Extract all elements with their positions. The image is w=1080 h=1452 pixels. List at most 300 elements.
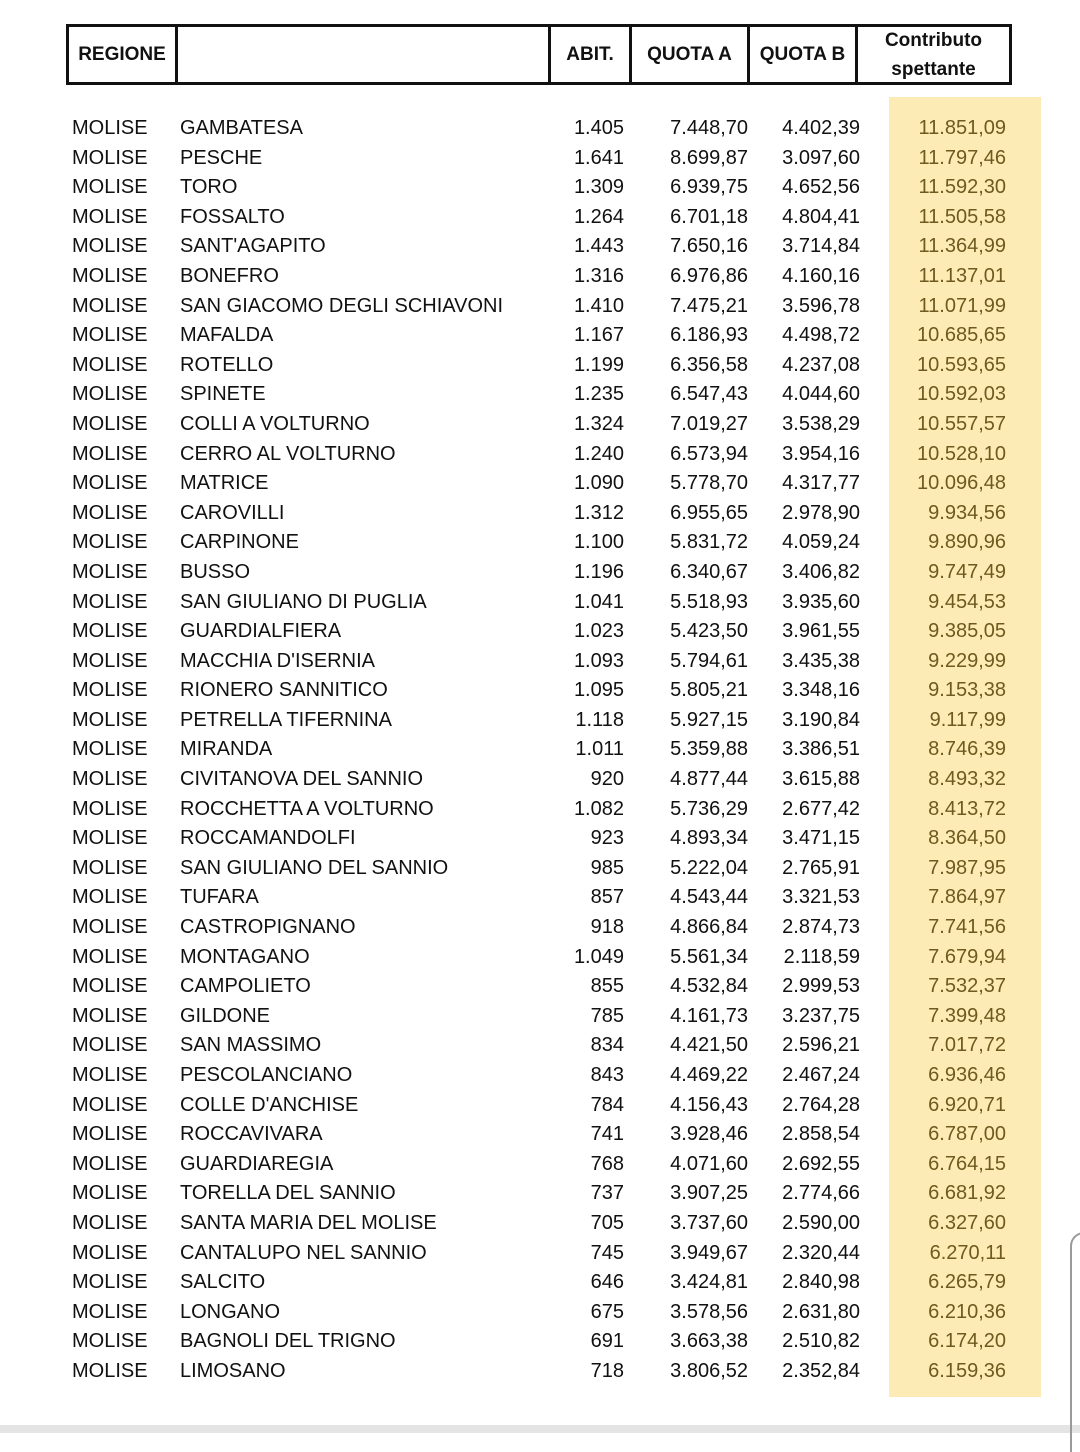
cell-comune: SAN GIULIANO DI PUGLIA: [180, 590, 427, 613]
cell-abitanti: 1.405: [573, 117, 624, 139]
cell-comune: COLLI A VOLTURNO: [180, 412, 370, 435]
cell-abitanti: 857: [590, 886, 624, 909]
table-body: [0, 114, 1080, 1387]
table-row: [0, 883, 1080, 913]
cell-quota-a: 3.949,67: [670, 1241, 748, 1264]
cell-contributo: 11.364,99: [918, 235, 1006, 258]
cell-quota-b: 2.118,59: [783, 945, 860, 968]
cell-abitanti: 1.264: [573, 205, 624, 228]
cell-comune: PESCOLANCIANO: [180, 1064, 353, 1086]
table-row: [0, 1002, 1080, 1032]
cell-regione: MOLISE: [72, 353, 148, 376]
cell-regione: MOLISE: [72, 827, 148, 850]
cell-quota-a: 5.736,29: [670, 797, 748, 820]
cell-abitanti: 923: [590, 827, 624, 850]
table-row: [0, 617, 1080, 647]
cell-comune: ROCCAMANDOLFI: [180, 827, 356, 850]
cell-quota-a: 4.071,60: [670, 1152, 748, 1175]
cell-abitanti: 1.641: [573, 146, 624, 169]
cell-quota-b: 2.978,90: [782, 501, 860, 524]
cell-abitanti: 985: [590, 856, 624, 879]
cell-contributo: 11.137,01: [918, 264, 1006, 287]
cell-abitanti: 741: [590, 1123, 624, 1146]
cell-regione: MOLISE: [72, 945, 148, 968]
cell-quota-a: 4.156,43: [670, 1093, 748, 1116]
cell-quota-b: 3.935,60: [782, 590, 860, 613]
cell-comune: BONEFRO: [180, 264, 279, 287]
cell-abitanti: 691: [590, 1330, 624, 1353]
cell-regione: MOLISE: [72, 117, 148, 139]
table-row: [0, 528, 1080, 558]
cell-regione: MOLISE: [72, 146, 148, 169]
cell-comune: SPINETE: [180, 383, 266, 406]
cell-comune: CIVITANOVA DEL SANNIO: [180, 768, 424, 791]
cell-regione: MOLISE: [72, 649, 148, 672]
table-row: [0, 1031, 1080, 1061]
cell-quota-b: 4.652,56: [782, 176, 860, 199]
cell-quota-b: 4.059,24: [782, 531, 860, 554]
cell-abitanti: 1.011: [575, 738, 624, 761]
cell-abitanti: 1.309: [573, 176, 624, 199]
table-row: [0, 262, 1080, 292]
cell-abitanti: 1.049: [573, 945, 624, 968]
cell-regione: MOLISE: [72, 1182, 148, 1205]
cell-contributo: 11.851,09: [918, 117, 1006, 139]
cell-comune: SAN MASSIMO: [180, 1034, 322, 1057]
cell-quota-b: 2.631,80: [782, 1300, 860, 1323]
cell-contributo: 10.592,03: [917, 383, 1006, 406]
table-header: [66, 24, 1012, 85]
cell-regione: MOLISE: [72, 560, 148, 583]
cell-quota-b: 3.237,75: [782, 1004, 860, 1027]
cell-comune: MONTAGANO: [180, 945, 310, 968]
cell-quota-b: 4.044,60: [782, 383, 860, 406]
cell-comune: BAGNOLI DEL TRIGNO: [180, 1330, 396, 1353]
cell-abitanti: 1.324: [573, 412, 624, 435]
cell-contributo: 7.399,48: [928, 1004, 1006, 1027]
cell-comune: GAMBATESA: [180, 117, 303, 139]
table-row: [0, 410, 1080, 440]
cell-regione: MOLISE: [72, 205, 148, 228]
cell-quota-b: 2.590,00: [782, 1211, 860, 1234]
table-row: [0, 1179, 1080, 1209]
cell-regione: MOLISE: [72, 1211, 148, 1234]
cell-quota-b: 3.961,55: [782, 620, 860, 643]
cell-quota-a: 6.573,94: [670, 442, 748, 465]
cell-quota-a: 6.955,65: [670, 501, 748, 524]
cell-abitanti: 855: [590, 975, 624, 998]
cell-contributo: 7.017,72: [928, 1034, 1006, 1057]
table-row: [0, 499, 1080, 529]
cell-abitanti: 918: [590, 916, 624, 939]
table-row: [0, 1120, 1080, 1150]
cell-comune: GUARDIALFIERA: [180, 620, 342, 643]
cell-quota-a: 4.893,34: [670, 827, 748, 850]
table-row: [0, 854, 1080, 884]
cell-contributo: 8.364,50: [928, 827, 1006, 850]
cell-abitanti: 737: [590, 1182, 624, 1205]
cell-comune: ROCCHETTA A VOLTURNO: [180, 797, 434, 820]
cell-regione: MOLISE: [72, 679, 148, 702]
cell-regione: MOLISE: [72, 1093, 148, 1116]
cell-contributo: 7.864,97: [928, 886, 1006, 909]
cell-contributo: 6.936,46: [928, 1064, 1006, 1086]
cell-abitanti: 843: [590, 1064, 624, 1086]
cell-quota-a: 3.424,81: [670, 1271, 748, 1294]
cell-abitanti: 1.316: [573, 264, 624, 287]
cell-abitanti: 1.410: [573, 294, 624, 317]
table-row: [0, 1209, 1080, 1239]
cell-comune: TORELLA DEL SANNIO: [180, 1182, 396, 1205]
cell-quota-a: 6.701,18: [670, 205, 748, 228]
cell-quota-a: 3.806,52: [670, 1359, 748, 1382]
table-row: [0, 292, 1080, 322]
table-row: [0, 824, 1080, 854]
table-row: [0, 380, 1080, 410]
cell-quota-b: 3.190,84: [782, 708, 860, 731]
cell-regione: MOLISE: [72, 1123, 148, 1146]
table-row: [0, 1298, 1080, 1328]
table-row: [0, 676, 1080, 706]
table-row: [0, 440, 1080, 470]
cell-regione: MOLISE: [72, 501, 148, 524]
cell-abitanti: 1.196: [573, 560, 624, 583]
header-contributo-line1: Contributo: [884, 29, 983, 51]
table-row: [0, 706, 1080, 736]
cell-quota-b: 3.406,82: [782, 560, 860, 583]
table-row: [0, 321, 1080, 351]
cell-regione: MOLISE: [72, 1241, 148, 1264]
header-comune: [178, 27, 551, 82]
cell-contributo: 8.746,39: [928, 738, 1006, 761]
cell-quota-a: 3.928,46: [670, 1123, 748, 1146]
cell-contributo: 10.593,65: [917, 353, 1006, 376]
table-row: [0, 203, 1080, 233]
cell-contributo: 11.592,30: [918, 176, 1006, 199]
cell-regione: MOLISE: [72, 472, 148, 495]
cell-contributo: 10.685,65: [917, 324, 1006, 347]
cell-comune: GILDONE: [180, 1004, 271, 1027]
cell-quota-a: 4.543,44: [670, 886, 748, 909]
cell-abitanti: 768: [590, 1152, 624, 1175]
cell-abitanti: 834: [590, 1034, 624, 1057]
cell-quota-a: 5.518,93: [670, 590, 748, 613]
header-quota-b: QUOTA B: [750, 27, 858, 82]
cell-abitanti: 1.041: [573, 590, 624, 613]
cell-abitanti: 1.100: [573, 531, 624, 554]
cell-quota-a: 8.699,87: [670, 146, 748, 169]
cell-quota-a: 4.532,84: [670, 975, 748, 998]
cell-quota-b: 2.774,66: [782, 1182, 860, 1205]
table-row: [0, 232, 1080, 262]
table-row: [0, 558, 1080, 588]
cell-comune: TORO: [180, 176, 238, 199]
table-row: [0, 469, 1080, 499]
cell-quota-b: 2.840,98: [782, 1271, 860, 1294]
cell-regione: MOLISE: [72, 294, 148, 317]
cell-comune: CARPINONE: [180, 531, 299, 554]
cell-quota-b: 2.467,24: [782, 1064, 860, 1086]
table-row: [0, 1327, 1080, 1357]
cell-abitanti: 1.082: [573, 797, 624, 820]
cell-comune: RIONERO SANNITICO: [180, 679, 388, 702]
cell-abitanti: 646: [590, 1271, 624, 1294]
cell-abitanti: 1.095: [573, 679, 624, 702]
cell-contributo: 6.920,71: [928, 1093, 1006, 1116]
cell-comune: MATRICE: [180, 472, 269, 495]
table-row: [0, 972, 1080, 1002]
cell-regione: MOLISE: [72, 797, 148, 820]
cell-quota-a: 5.778,70: [670, 472, 748, 495]
cell-quota-a: 3.737,60: [670, 1211, 748, 1234]
cell-regione: MOLISE: [72, 1300, 148, 1323]
cell-abitanti: 705: [590, 1211, 624, 1234]
cell-contributo: 6.787,00: [928, 1123, 1006, 1146]
cell-contributo: 9.117,99: [929, 708, 1006, 731]
header-contributo-line2: spettante: [891, 58, 976, 80]
cell-quota-b: 3.386,51: [782, 738, 860, 761]
cell-abitanti: 1.199: [573, 353, 624, 376]
cell-regione: MOLISE: [72, 738, 148, 761]
cell-comune: FOSSALTO: [180, 205, 285, 228]
cell-contributo: 6.174,20: [928, 1330, 1006, 1353]
cell-contributo: 9.934,56: [928, 501, 1006, 524]
cell-regione: MOLISE: [72, 916, 148, 939]
cell-quota-a: 5.561,34: [670, 945, 748, 968]
cell-comune: LONGANO: [180, 1300, 281, 1323]
table-row: [0, 765, 1080, 795]
cell-quota-a: 6.547,43: [670, 383, 748, 406]
cell-quota-b: 3.954,16: [782, 442, 860, 465]
cell-regione: MOLISE: [72, 886, 148, 909]
cell-regione: MOLISE: [72, 1064, 148, 1086]
cell-regione: MOLISE: [72, 412, 148, 435]
cell-abitanti: 675: [590, 1300, 624, 1323]
cell-comune: CERRO AL VOLTURNO: [180, 442, 396, 465]
table-row: [0, 114, 1080, 144]
table-row: [0, 1268, 1080, 1298]
table-row: [0, 173, 1080, 203]
cell-contributo: 9.747,49: [928, 560, 1006, 583]
cell-contributo: 7.679,94: [928, 945, 1006, 968]
cell-quota-a: 5.831,72: [670, 531, 748, 554]
cell-comune: GUARDIAREGIA: [180, 1152, 334, 1175]
cell-contributo: 10.528,10: [917, 442, 1006, 465]
cell-quota-b: 2.352,84: [782, 1359, 860, 1382]
cell-quota-a: 7.448,70: [670, 117, 748, 139]
cell-comune: MACCHIA D'ISERNIA: [180, 649, 375, 672]
table-row: [0, 735, 1080, 765]
cell-contributo: 9.153,38: [928, 679, 1006, 702]
cell-abitanti: 785: [590, 1004, 624, 1027]
cell-regione: MOLISE: [72, 1152, 148, 1175]
cell-regione: MOLISE: [72, 1271, 148, 1294]
cell-contributo: 8.413,72: [928, 797, 1006, 820]
cell-quota-a: 3.578,56: [670, 1300, 748, 1323]
cell-quota-b: 4.402,39: [782, 117, 860, 139]
cell-quota-b: 3.471,15: [782, 827, 860, 850]
cell-regione: MOLISE: [72, 620, 148, 643]
cell-comune: CAROVILLI: [180, 501, 285, 524]
cell-quota-b: 3.714,84: [782, 235, 860, 258]
table-row: [0, 795, 1080, 825]
header-regione: REGIONE: [69, 27, 178, 82]
cell-abitanti: 1.118: [575, 708, 624, 731]
cell-contributo: 6.210,36: [928, 1300, 1006, 1323]
cell-quota-b: 4.317,77: [782, 472, 860, 495]
cell-regione: MOLISE: [72, 176, 148, 199]
cell-quota-b: 2.874,73: [782, 916, 860, 939]
cell-contributo: 7.741,56: [928, 916, 1006, 939]
cell-contributo: 6.265,79: [928, 1271, 1006, 1294]
cell-quota-a: 5.794,61: [670, 649, 748, 672]
cell-abitanti: 1.312: [573, 501, 624, 524]
cell-comune: ROCCAVIVARA: [180, 1123, 323, 1146]
cell-quota-b: 3.615,88: [782, 768, 860, 791]
cell-quota-b: 2.510,82: [782, 1330, 860, 1353]
cell-quota-a: 6.939,75: [670, 176, 748, 199]
header-quota-a: QUOTA A: [632, 27, 750, 82]
cell-comune: SAN GIULIANO DEL SANNIO: [180, 856, 449, 879]
cell-regione: MOLISE: [72, 975, 148, 998]
table-row: [0, 647, 1080, 677]
cell-quota-b: 3.348,16: [782, 679, 860, 702]
cell-quota-a: 5.927,15: [670, 708, 748, 731]
cell-quota-a: 3.663,38: [670, 1330, 748, 1353]
cell-contributo: 6.270,11: [929, 1241, 1006, 1264]
cell-quota-b: 3.538,29: [782, 412, 860, 435]
cell-comune: CANTALUPO NEL SANNIO: [180, 1241, 427, 1264]
cell-regione: MOLISE: [72, 1004, 148, 1027]
cell-contributo: 9.890,96: [928, 531, 1006, 554]
cell-quota-b: 4.237,08: [782, 353, 860, 376]
table-row: [0, 351, 1080, 381]
cell-contributo: 10.557,57: [917, 412, 1006, 435]
cell-regione: MOLISE: [72, 856, 148, 879]
cell-contributo: 11.505,58: [918, 205, 1006, 228]
cell-contributo: 6.327,60: [928, 1211, 1006, 1234]
cell-comune: SANTA MARIA DEL MOLISE: [180, 1211, 437, 1234]
cell-regione: MOLISE: [72, 442, 148, 465]
cell-contributo: 6.159,36: [928, 1359, 1006, 1382]
cell-abitanti: 920: [590, 768, 624, 791]
cell-comune: MIRANDA: [180, 738, 273, 761]
cell-contributo: 7.532,37: [928, 975, 1006, 998]
cell-contributo: 9.385,05: [928, 620, 1006, 643]
cell-contributo: 11.797,46: [918, 146, 1006, 169]
table-row: [0, 1061, 1080, 1091]
cell-regione: MOLISE: [72, 383, 148, 406]
cell-quota-a: 6.976,86: [670, 264, 748, 287]
cell-quota-b: 2.320,44: [782, 1241, 860, 1264]
cell-quota-a: 7.475,21: [670, 294, 748, 317]
cell-quota-b: 2.858,54: [782, 1123, 860, 1146]
table-row: [0, 1239, 1080, 1269]
cell-quota-a: 5.222,04: [670, 856, 748, 879]
cell-comune: CAMPOLIETO: [180, 975, 311, 998]
table-row: [0, 1150, 1080, 1180]
cell-contributo: 7.987,95: [928, 856, 1006, 879]
page-bottom-divider: [0, 1425, 1080, 1433]
cell-quota-a: 5.805,21: [670, 679, 748, 702]
cell-comune: LIMOSANO: [180, 1359, 286, 1382]
table-row: [0, 588, 1080, 618]
table-row: [0, 1091, 1080, 1121]
cell-quota-a: 4.877,44: [670, 768, 748, 791]
cell-contributo: 9.454,53: [928, 590, 1006, 613]
cell-quota-b: 3.435,38: [782, 649, 860, 672]
header-contributo: [858, 27, 1009, 82]
side-panel-edge[interactable]: [1070, 1232, 1080, 1452]
cell-quota-a: 4.421,50: [670, 1034, 748, 1057]
cell-regione: MOLISE: [72, 1359, 148, 1382]
cell-comune: CASTROPIGNANO: [180, 916, 356, 939]
header-abitanti: ABIT.: [551, 27, 632, 82]
cell-abitanti: 1.167: [573, 324, 624, 347]
table-row: [0, 1357, 1080, 1387]
cell-quota-a: 3.907,25: [670, 1182, 748, 1205]
cell-quota-a: 5.359,88: [670, 738, 748, 761]
cell-quota-a: 7.019,27: [670, 412, 748, 435]
cell-comune: ROTELLO: [180, 353, 274, 376]
cell-quota-a: 6.186,93: [670, 324, 748, 347]
cell-comune: TUFARA: [180, 886, 259, 909]
cell-contributo: 10.096,48: [917, 472, 1006, 495]
cell-quota-b: 3.321,53: [782, 886, 860, 909]
cell-comune: SALCITO: [180, 1271, 266, 1294]
cell-quota-b: 2.999,53: [782, 975, 860, 998]
table-row: [0, 943, 1080, 973]
cell-quota-b: 4.804,41: [782, 205, 860, 228]
cell-regione: MOLISE: [72, 768, 148, 791]
cell-quota-a: 4.866,84: [670, 916, 748, 939]
cell-quota-b: 3.097,60: [782, 146, 860, 169]
cell-comune: PETRELLA TIFERNINA: [180, 708, 392, 731]
cell-abitanti: 1.023: [573, 620, 624, 643]
cell-quota-b: 4.160,16: [782, 264, 860, 287]
cell-quota-b: 4.498,72: [782, 324, 860, 347]
cell-contributo: 9.229,99: [928, 649, 1006, 672]
cell-abitanti: 1.090: [573, 472, 624, 495]
cell-contributo: 11.071,99: [918, 294, 1006, 317]
cell-comune: MAFALDA: [180, 324, 274, 347]
cell-abitanti: 718: [590, 1359, 624, 1382]
cell-regione: MOLISE: [72, 1330, 148, 1353]
cell-abitanti: 1.093: [573, 649, 624, 672]
cell-quota-a: 7.650,16: [670, 235, 748, 258]
cell-comune: PESCHE: [180, 146, 263, 169]
cell-regione: MOLISE: [72, 264, 148, 287]
cell-regione: MOLISE: [72, 324, 148, 347]
cell-quota-a: 5.423,50: [670, 620, 748, 643]
cell-quota-b: 2.692,55: [782, 1152, 860, 1175]
cell-comune: SANT'AGAPITO: [180, 235, 326, 258]
cell-quota-b: 2.765,91: [782, 856, 860, 879]
cell-contributo: 6.681,92: [928, 1182, 1006, 1205]
cell-abitanti: 784: [590, 1093, 624, 1116]
cell-regione: MOLISE: [72, 708, 148, 731]
cell-quota-a: 6.340,67: [670, 560, 748, 583]
cell-comune: COLLE D'ANCHISE: [180, 1093, 359, 1116]
table-row: [0, 144, 1080, 174]
cell-regione: MOLISE: [72, 1034, 148, 1057]
cell-quota-a: 4.469,22: [670, 1064, 748, 1086]
cell-regione: MOLISE: [72, 590, 148, 613]
cell-quota-a: 6.356,58: [670, 353, 748, 376]
cell-quota-a: 4.161,73: [670, 1004, 748, 1027]
cell-abitanti: 745: [590, 1241, 624, 1264]
cell-quota-b: 2.677,42: [782, 797, 860, 820]
